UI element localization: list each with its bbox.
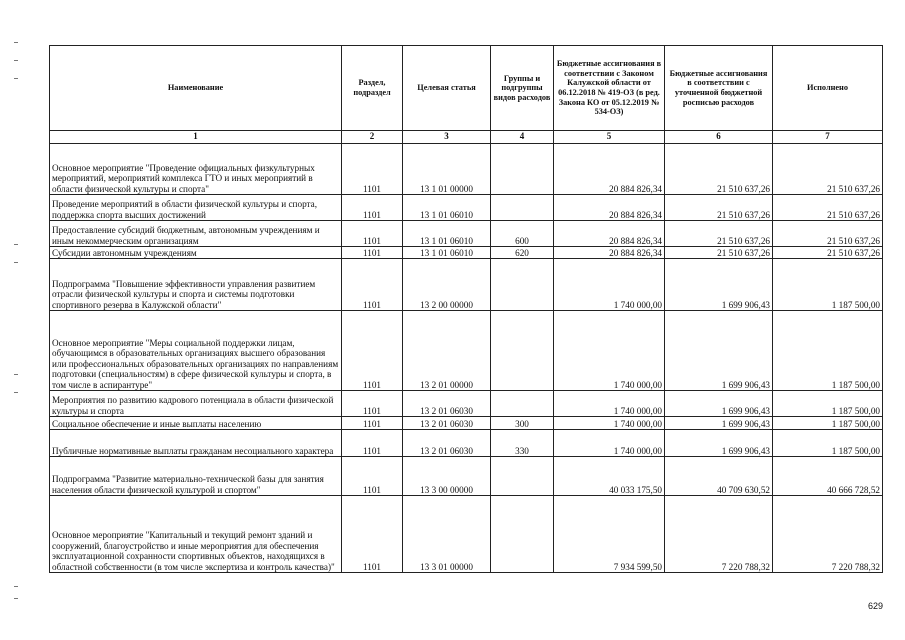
column-number: 1 xyxy=(50,131,342,144)
row-executed: 1 187 500,00 xyxy=(773,391,883,417)
row-law-allocation: 1 740 000,00 xyxy=(554,417,665,430)
header-section: Раздел, подраздел xyxy=(342,46,403,131)
row-refined-allocation: 1 699 906,43 xyxy=(665,259,773,311)
row-refined-allocation: 1 699 906,43 xyxy=(665,417,773,430)
row-refined-allocation: 1 699 906,43 xyxy=(665,391,773,417)
row-target-article: 13 3 00 00000 xyxy=(403,457,491,496)
row-law-allocation: 40 033 175,50 xyxy=(554,457,665,496)
header-executed: Исполнено xyxy=(773,46,883,131)
column-number: 2 xyxy=(342,131,403,144)
row-refined-allocation: 21 510 637,26 xyxy=(665,195,773,221)
row-refined-allocation: 1 699 906,43 xyxy=(665,311,773,391)
row-law-allocation: 20 884 826,34 xyxy=(554,144,665,195)
row-section: 1101 xyxy=(342,311,403,391)
row-law-allocation: 20 884 826,34 xyxy=(554,221,665,247)
table-row xyxy=(50,391,883,417)
row-section: 1101 xyxy=(342,457,403,496)
row-expense-group: 300 xyxy=(491,417,554,430)
row-name: Социальное обеспечение и иные выплаты населению xyxy=(50,417,342,430)
row-target-article: 13 2 01 06030 xyxy=(403,417,491,430)
table-row xyxy=(50,195,883,221)
table-row xyxy=(50,457,883,496)
column-number: 4 xyxy=(491,131,554,144)
row-executed: 1 187 500,00 xyxy=(773,259,883,311)
row-target-article: 13 2 01 06030 xyxy=(403,430,491,457)
row-expense-group: 620 xyxy=(491,247,554,259)
column-number: 7 xyxy=(773,131,883,144)
header-target-article: Целевая статья xyxy=(403,46,491,131)
row-name: Публичные нормативные выплаты гражданам несоциального характера xyxy=(50,430,342,457)
row-expense-group xyxy=(491,496,554,573)
row-name: Основное мероприятие "Меры социальной поддержки лицам, обучающимся в образовательных организациях высшего образования или профессиональных образовательных организациях по направлениям подготовки (специальностям) в сфере физической культуры и спорта, в том числе в аспирантуре" xyxy=(50,311,342,391)
row-executed: 40 666 728,52 xyxy=(773,457,883,496)
row-name: Основное мероприятие "Капитальный и текущий ремонт зданий и сооружений, благоустройство и иные мероприятия для обеспечения эксплуатационной сохранности спортивных объектов, находящихся в областной собственности (в том числе экспертиза и контроль качества)" xyxy=(50,496,342,573)
row-section: 1101 xyxy=(342,391,403,417)
row-name: Подпрограмма "Повышение эффективности управления развитием отрасли физической культуры и спорта и системы подготовки спортивного резерва в Калужской области" xyxy=(50,259,342,311)
row-section: 1101 xyxy=(342,417,403,430)
row-section: 1101 xyxy=(342,195,403,221)
row-executed: 1 187 500,00 xyxy=(773,311,883,391)
table-row xyxy=(50,259,883,311)
row-name: Мероприятия по развитию кадрового потенциала в области физической культуры и спорта xyxy=(50,391,342,417)
header-refined-allocation: Бюджетные ассигнования в соответствии с уточненной бюджетной росписью расходов xyxy=(665,46,773,131)
row-executed: 1 187 500,00 xyxy=(773,430,883,457)
row-target-article: 13 3 01 00000 xyxy=(403,496,491,573)
row-section: 1101 xyxy=(342,221,403,247)
table-row xyxy=(50,311,883,391)
header-law-allocation: Бюджетные ассигнования в соответствии с Законом Калужской области от 06.12.2018 № 419-ОЗ (в ред. Закона КО от 05.12.2019 № 534-ОЗ) xyxy=(554,46,665,131)
header-name: Наименование xyxy=(50,46,342,131)
row-refined-allocation: 21 510 637,26 xyxy=(665,144,773,195)
row-executed: 21 510 637,26 xyxy=(773,144,883,195)
row-target-article: 13 2 01 06030 xyxy=(403,391,491,417)
column-number: 6 xyxy=(665,131,773,144)
table-row xyxy=(50,417,883,430)
row-name: Проведение мероприятий в области физической культуры и спорта, поддержка спорта высших достижений xyxy=(50,195,342,221)
row-section: 1101 xyxy=(342,144,403,195)
row-name: Предоставление субсидий бюджетным, автономным учреждениям и иным некоммерческим организациям xyxy=(50,221,342,247)
row-executed: 7 220 788,32 xyxy=(773,496,883,573)
row-target-article: 13 1 01 06010 xyxy=(403,247,491,259)
row-expense-group: 330 xyxy=(491,430,554,457)
row-expense-group xyxy=(491,457,554,496)
table-row xyxy=(50,247,883,259)
row-executed: 1 187 500,00 xyxy=(773,417,883,430)
row-target-article: 13 1 01 00000 xyxy=(403,144,491,195)
column-number-row xyxy=(50,131,883,144)
row-expense-group xyxy=(491,144,554,195)
row-law-allocation: 7 934 599,50 xyxy=(554,496,665,573)
budget-table xyxy=(49,45,883,573)
row-law-allocation: 20 884 826,34 xyxy=(554,195,665,221)
row-expense-group xyxy=(491,195,554,221)
table-row xyxy=(50,496,883,573)
row-section: 1101 xyxy=(342,430,403,457)
row-section: 1101 xyxy=(342,247,403,259)
row-expense-group: 600 xyxy=(491,221,554,247)
row-refined-allocation: 21 510 637,26 xyxy=(665,247,773,259)
row-target-article: 13 2 01 00000 xyxy=(403,311,491,391)
row-law-allocation: 20 884 826,34 xyxy=(554,247,665,259)
row-refined-allocation: 1 699 906,43 xyxy=(665,430,773,457)
table-row xyxy=(50,221,883,247)
row-name: Подпрограмма "Развитие материально-технической базы для занятия населения области физической культурой и спортом" xyxy=(50,457,342,496)
row-name: Основное мероприятие "Проведение официальных физкультурных мероприятий, мероприятий комплекса ГТО и иных мероприятий в области физической культуры и спорта" xyxy=(50,144,342,195)
column-number: 5 xyxy=(554,131,665,144)
row-executed: 21 510 637,26 xyxy=(773,221,883,247)
table-row xyxy=(50,144,883,195)
row-refined-allocation: 7 220 788,32 xyxy=(665,496,773,573)
row-expense-group xyxy=(491,391,554,417)
row-target-article: 13 1 01 06010 xyxy=(403,221,491,247)
row-law-allocation: 1 740 000,00 xyxy=(554,391,665,417)
row-law-allocation: 1 740 000,00 xyxy=(554,430,665,457)
scan-edge-marks xyxy=(14,0,20,640)
row-refined-allocation: 40 709 630,52 xyxy=(665,457,773,496)
row-refined-allocation: 21 510 637,26 xyxy=(665,221,773,247)
row-executed: 21 510 637,26 xyxy=(773,195,883,221)
column-number: 3 xyxy=(403,131,491,144)
page-number: 629 xyxy=(867,601,883,611)
row-target-article: 13 1 01 06010 xyxy=(403,195,491,221)
row-expense-group xyxy=(491,259,554,311)
row-law-allocation: 1 740 000,00 xyxy=(554,259,665,311)
row-section: 1101 xyxy=(342,496,403,573)
row-law-allocation: 1 740 000,00 xyxy=(554,311,665,391)
header-row xyxy=(50,46,883,131)
row-section: 1101 xyxy=(342,259,403,311)
header-expense-group: Группы и подгруппы видов расходов xyxy=(491,46,554,131)
row-name: Субсидии автономным учреждениям xyxy=(50,247,342,259)
row-target-article: 13 2 00 00000 xyxy=(403,259,491,311)
row-expense-group xyxy=(491,311,554,391)
row-executed: 21 510 637,26 xyxy=(773,247,883,259)
table-row xyxy=(50,430,883,457)
